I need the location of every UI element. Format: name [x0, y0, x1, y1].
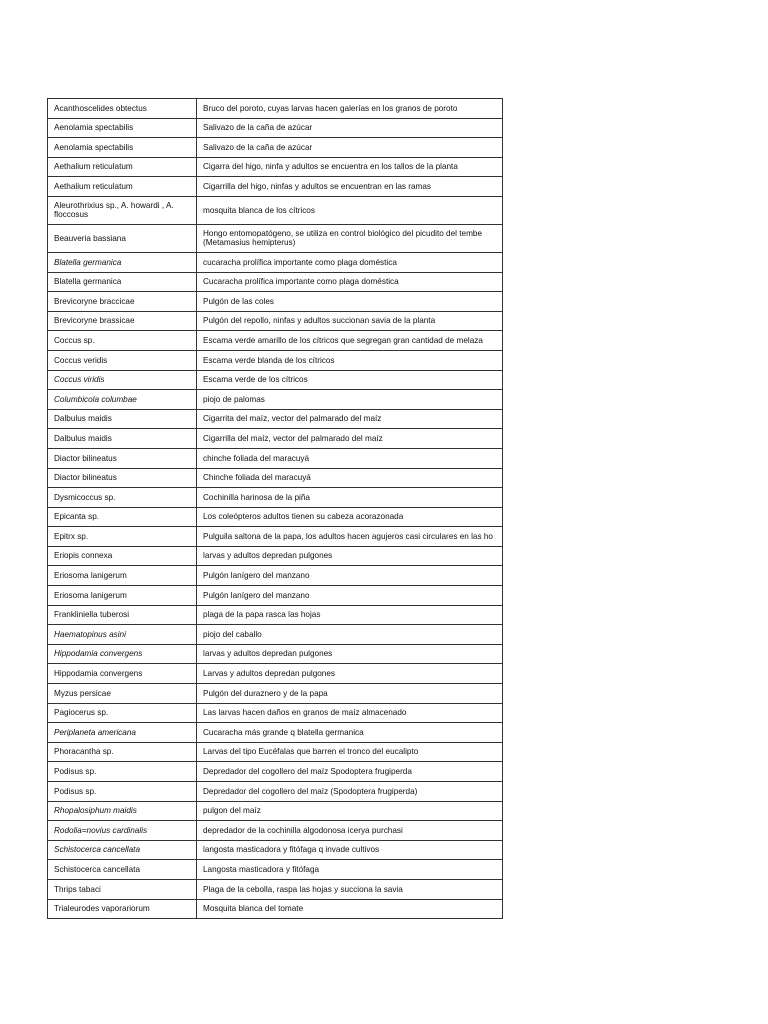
description-cell: Pulgón lanígero del manzano — [197, 586, 503, 606]
description-cell: Escama verde de los cítricos — [197, 370, 503, 390]
species-name-cell: Podisus sp. — [48, 762, 197, 782]
description-cell: Depredador del cogollero del maíz Spodoptera frugiperda — [197, 762, 503, 782]
species-name-cell: Hippodamia convergens — [48, 664, 197, 684]
description-cell: mosquita blanca de los cítricos — [197, 196, 503, 224]
species-name-cell: Schistocerca cancellata — [48, 840, 197, 860]
species-table-body — [48, 99, 503, 919]
table-row — [48, 762, 503, 782]
description-cell: Salivazo de la caña de azúcar — [197, 138, 503, 158]
description-cell: Pulgón del duraznero y de la papa — [197, 684, 503, 704]
description-cell: Larvas y adultos depredan pulgones — [197, 664, 503, 684]
table-row — [48, 118, 503, 138]
table-row — [48, 350, 503, 370]
description-cell: Mosquita blanca del tomate — [197, 899, 503, 919]
species-name-cell: Myzus persicae — [48, 684, 197, 704]
description-cell: larvas y adultos depredan pulgones — [197, 644, 503, 664]
table-row — [48, 899, 503, 919]
table-row — [48, 684, 503, 704]
description-cell: Pulgón lanígero del manzano — [197, 566, 503, 586]
table-row — [48, 157, 503, 177]
species-name-cell: Brevicoryne brassicae — [48, 311, 197, 331]
species-name-cell: Thrips tabaci — [48, 879, 197, 899]
table-row — [48, 138, 503, 158]
description-cell: Escama verde blanda de los cítricos — [197, 350, 503, 370]
species-name-cell: Hippodamia convergens — [48, 644, 197, 664]
table-row — [48, 311, 503, 331]
species-name-cell: Blatella germanica — [48, 272, 197, 292]
table-row — [48, 196, 503, 224]
species-name-cell: Coccus viridis — [48, 370, 197, 390]
table-row — [48, 840, 503, 860]
table-row — [48, 370, 503, 390]
table-row — [48, 488, 503, 508]
species-name-cell: Rhopalosiphum maidis — [48, 801, 197, 821]
species-name-cell: Frankliniella tuberosi — [48, 605, 197, 625]
description-cell: cucaracha prolífica importante como plaga doméstica — [197, 252, 503, 272]
species-name-cell: Aenolamia spectabilis — [48, 118, 197, 138]
species-name-cell: Dysmicoccus sp. — [48, 488, 197, 508]
table-row — [48, 605, 503, 625]
species-name-cell: Aenolamia spectabilis — [48, 138, 197, 158]
description-cell: Langosta masticadora y fitófaga — [197, 860, 503, 880]
table-row — [48, 507, 503, 527]
species-name-cell: Haematopinus asini — [48, 625, 197, 645]
table-row — [48, 429, 503, 449]
species-name-cell: Blatella germanica — [48, 252, 197, 272]
table-row — [48, 252, 503, 272]
species-name-cell: Brevicoryne braccicae — [48, 292, 197, 312]
table-row — [48, 644, 503, 664]
table-row — [48, 723, 503, 743]
table-row — [48, 527, 503, 547]
table-row — [48, 99, 503, 119]
description-cell: piojo de palomas — [197, 390, 503, 410]
species-name-cell: Diactor bilineatus — [48, 448, 197, 468]
species-name-cell: Eriosoma lanigerum — [48, 586, 197, 606]
species-name-cell: Beauveria bassiana — [48, 224, 197, 252]
description-cell: Salivazo de la caña de azúcar — [197, 118, 503, 138]
species-name-cell: Pagiocerus sp. — [48, 703, 197, 723]
description-cell: larvas y adultos depredan pulgones — [197, 546, 503, 566]
description-cell: Cucaracha más grande q blatella germanica — [197, 723, 503, 743]
description-cell: Cigarra del higo, ninfa y adultos se encuentra en los tallos de la planta — [197, 157, 503, 177]
species-name-cell: Dalbulus maidis — [48, 409, 197, 429]
species-name-cell: Epicanta sp. — [48, 507, 197, 527]
table-row — [48, 177, 503, 197]
species-name-cell: Columbicola columbae — [48, 390, 197, 410]
description-cell: Cochinilla harinosa de la piña — [197, 488, 503, 508]
table-row — [48, 224, 503, 252]
species-table — [47, 98, 503, 919]
species-name-cell: Trialeurodes vaporariorum — [48, 899, 197, 919]
table-row — [48, 331, 503, 351]
table-row — [48, 742, 503, 762]
species-name-cell: Aethalium reticulatum — [48, 157, 197, 177]
species-name-cell: Rodolia=novius cardinalis — [48, 821, 197, 841]
description-cell: Cigarrita del maíz, vector del palmarado del maíz — [197, 409, 503, 429]
description-cell: Pulgón de las coles — [197, 292, 503, 312]
description-cell: Pulgón del repollo, ninfas y adultos succionan savia de la planta — [197, 311, 503, 331]
table-row — [48, 390, 503, 410]
species-name-cell: Periplaneta americana — [48, 723, 197, 743]
description-cell: chinche foliada del maracuyá — [197, 448, 503, 468]
description-cell: Larvas del tipo Eucéfalas que barren el tronco del eucalipto — [197, 742, 503, 762]
species-name-cell: Coccus sp. — [48, 331, 197, 351]
table-row — [48, 879, 503, 899]
species-name-cell: Diactor bilineatus — [48, 468, 197, 488]
description-cell: Hongo entomopatógeno, se utiliza en control biológico del picudito del tembe (Metamasius hemipterus) — [197, 224, 503, 252]
description-cell: Pulguila saltona de la papa, los adultos hacen agujeros casi circulares en las ho — [197, 527, 503, 547]
description-cell: plaga de la papa rasca las hojas — [197, 605, 503, 625]
description-cell: Plaga de la cebolla, raspa las hojas y succiona la savia — [197, 879, 503, 899]
table-row — [48, 664, 503, 684]
species-name-cell: Dalbulus maidis — [48, 429, 197, 449]
description-cell: piojo del caballo — [197, 625, 503, 645]
species-name-cell: Epitrx sp. — [48, 527, 197, 547]
description-cell: Los coleópteros adultos tienen su cabeza acorazonada — [197, 507, 503, 527]
species-name-cell: Aethalium reticulatum — [48, 177, 197, 197]
description-cell: Las larvas hacen daños en granos de maíz almacenado — [197, 703, 503, 723]
description-cell: Depredador del cogollero del maíz (Spodoptera frugiperda) — [197, 782, 503, 802]
species-name-cell: Schistocerca cancellata — [48, 860, 197, 880]
description-cell: langosta masticadora y fitófaga q invade cultivos — [197, 840, 503, 860]
description-cell: Chinche foliada del maracuyá — [197, 468, 503, 488]
table-row — [48, 782, 503, 802]
description-cell: Cigarrilla del maíz, vector del palmarado del maíz — [197, 429, 503, 449]
table-row — [48, 468, 503, 488]
species-name-cell: Phoracantha sp. — [48, 742, 197, 762]
table-row — [48, 801, 503, 821]
description-cell: depredador de la cochinilla algodonosa icerya purchasi — [197, 821, 503, 841]
table-row — [48, 703, 503, 723]
species-name-cell: Eriopis connexa — [48, 546, 197, 566]
table-row — [48, 448, 503, 468]
description-cell: Bruco del poroto, cuyas larvas hacen galerías en los granos de poroto — [197, 99, 503, 119]
description-cell: Escama verde amarillo de los cítricos que segregan gran cantidad de melaza — [197, 331, 503, 351]
description-cell: Cucaracha prolífica importante como plaga doméstica — [197, 272, 503, 292]
table-row — [48, 860, 503, 880]
species-name-cell: Eriosoma lanigerum — [48, 566, 197, 586]
table-row — [48, 586, 503, 606]
table-row — [48, 546, 503, 566]
description-cell: Cigarrilla del higo, ninfas y adultos se encuentran en las ramas — [197, 177, 503, 197]
species-name-cell: Acanthoscelides obtectus — [48, 99, 197, 119]
species-name-cell: Aleurothrixius sp., A. howardi , A. floccosus — [48, 196, 197, 224]
table-row — [48, 821, 503, 841]
table-row — [48, 566, 503, 586]
table-row — [48, 272, 503, 292]
table-row — [48, 409, 503, 429]
table-row — [48, 625, 503, 645]
species-name-cell: Podisus sp. — [48, 782, 197, 802]
description-cell: pulgon del maíz — [197, 801, 503, 821]
species-name-cell: Coccus veridis — [48, 350, 197, 370]
table-row — [48, 292, 503, 312]
